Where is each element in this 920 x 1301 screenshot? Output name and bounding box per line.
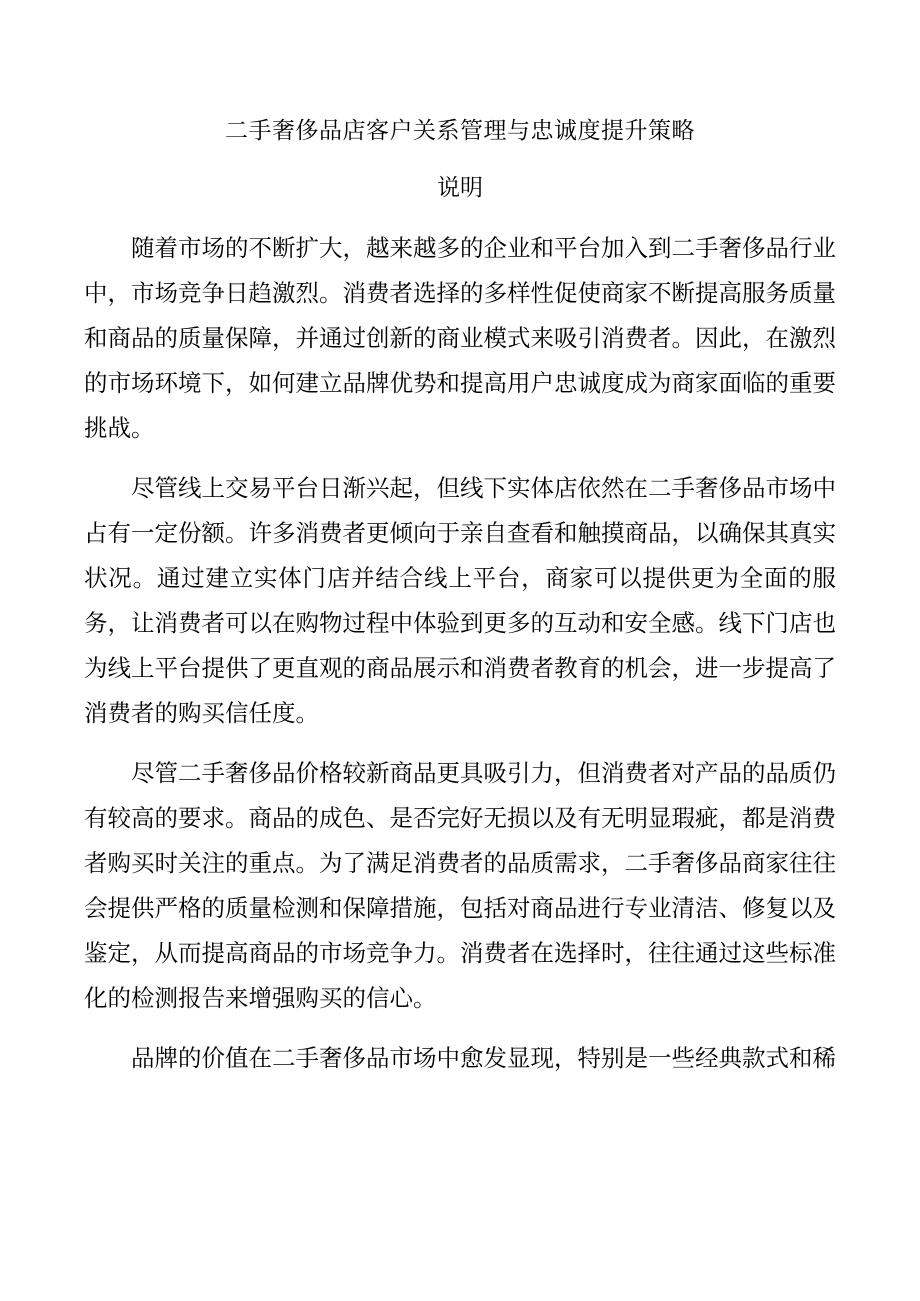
section-heading: 说明 xyxy=(437,175,483,201)
paragraph: 尽管线上交易平台日渐兴起，但线下实体店依然在二手奢侈品市场中占有一定份额。许多消费者更倾向于亲自查看和触摸商品，以确保其真实状况。通过建立实体门店并结合线上平台，商家可以提供更为全面的服务，让消费者可以在购物过程中体验到更多的互动和安全感。线下门店也为线上平台提供了更直观的商品展示和消费者教育的机会，进一步提高了消费者的购买信任度。 xyxy=(84,474,836,727)
document-title: 二手奢侈品店客户关系管理与忠诚度提升策略 xyxy=(225,118,695,144)
paragraph: 品牌的价值在二手奢侈品市场中愈发显现，特别是一些经典款式和稀 xyxy=(131,1044,836,1072)
paragraph: 随着市场的不断扩大，越来越多的企业和平台加入到二手奢侈品行业中，市场竞争日趋激烈。消费者选择的多样性促使商家不断提高服务质量和商品的质量保障，并通过创新的商业模式来吸引消费者。因此，在激烈的市场环境下，如何建立品牌优势和提高用户忠诚度成为商家面临的重要挑战。 xyxy=(84,234,836,442)
paragraph: 尽管二手奢侈品价格较新商品更具吸引力，但消费者对产品的品质仍有较高的要求。商品的成色、是否完好无损以及有无明显瑕疵，都是消费者购买时关注的重点。为了满足消费者的品质需求，二手奢侈品商家往往会提供严格的质量检测和保障措施，包括对商品进行专业清洁、修复以及鉴定，从而提高商品的市场竞争力。消费者在选择时，往往通过这些标准化的检测报告来增强购买的信心。 xyxy=(84,759,836,1012)
document-body xyxy=(84,226,836,1096)
